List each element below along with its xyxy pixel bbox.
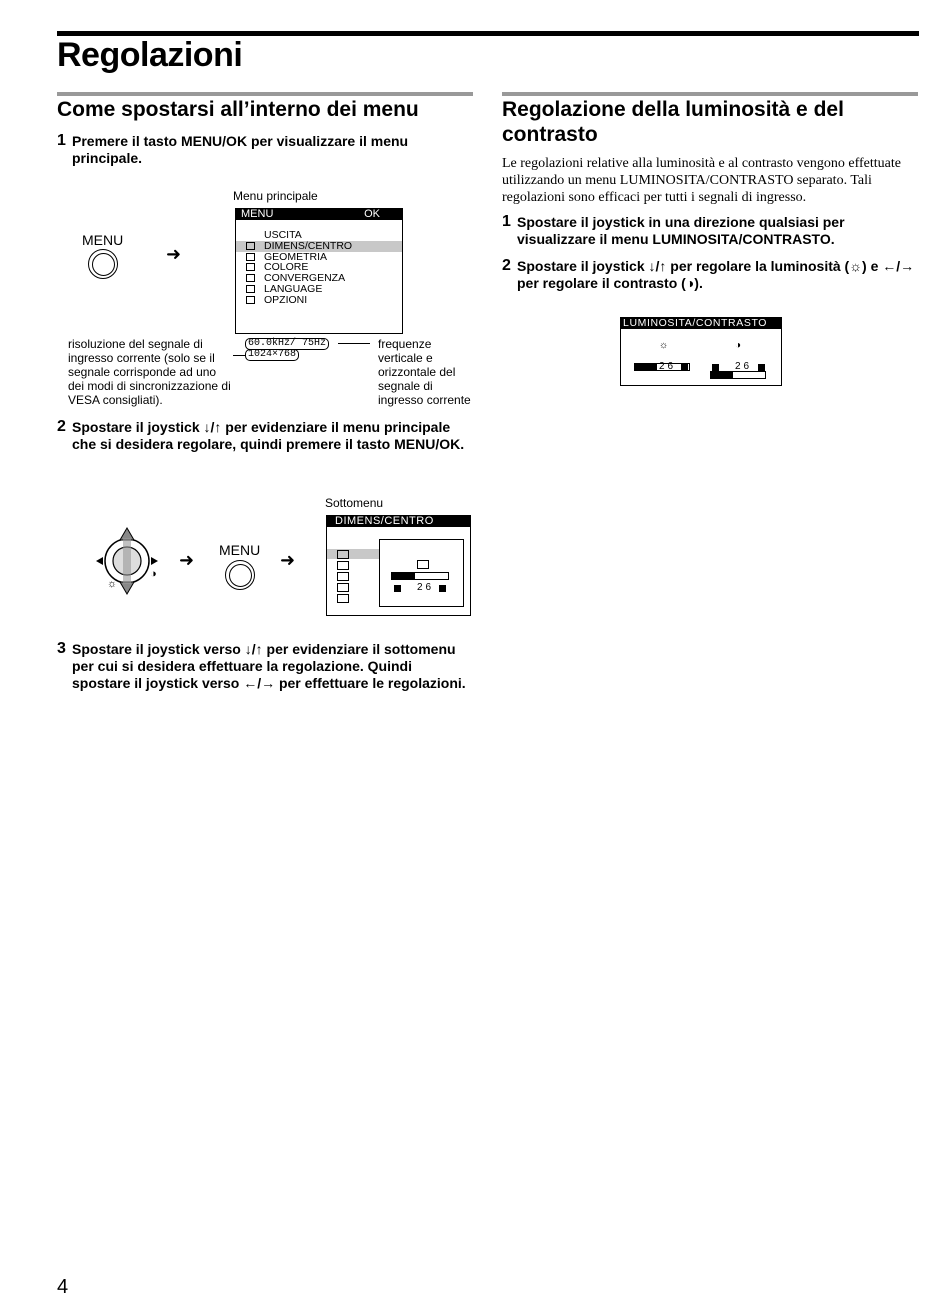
submenu-panel xyxy=(379,539,464,607)
options-icon xyxy=(246,296,255,304)
submenu-bar[interactable] xyxy=(391,572,449,580)
menu-item-opzioni[interactable]: OPZIONI xyxy=(236,295,402,306)
size-center-icon xyxy=(417,560,429,569)
freq-readout: 60.0kHz/ 75Hz xyxy=(245,338,329,350)
half-circle-icon: ◑ xyxy=(150,568,157,580)
contrast-value: 26 xyxy=(735,361,753,372)
convergence-icon xyxy=(246,274,255,282)
section-rule-right xyxy=(502,92,918,96)
brightness-increase-icon[interactable] xyxy=(681,364,688,371)
section-title-left: Come spostarsi all’interno dei menu xyxy=(57,98,419,121)
frequency-note: frequenze verticale e orizzontale del segnale di ingresso corrente xyxy=(378,337,471,407)
menu-item-uscita[interactable]: USCITA xyxy=(264,229,302,241)
color-icon xyxy=(246,263,255,271)
right-arrow-icon: ➜ xyxy=(166,244,182,264)
leader-line-right xyxy=(338,343,370,344)
leader-line-left xyxy=(233,355,245,356)
menu-button[interactable] xyxy=(88,249,118,279)
menu-item-language[interactable]: LANGUAGE xyxy=(236,284,402,295)
section-title-right: Regolazione della luminosità e del contrasto xyxy=(502,98,844,146)
size-center-icon[interactable] xyxy=(337,550,349,559)
sun-icon: ☼ xyxy=(107,578,118,590)
zoom-icon[interactable] xyxy=(337,594,349,603)
joystick-icon[interactable] xyxy=(92,526,162,596)
menu-item-geometria[interactable]: GEOMETRIA xyxy=(236,252,402,263)
decrease-icon[interactable] xyxy=(394,585,401,592)
osd-header: LUMINOSITA/CONTRASTO xyxy=(621,318,781,329)
brightness-decrease-icon[interactable] xyxy=(635,364,642,371)
submenu-osd xyxy=(326,515,471,616)
page-title: Regolazioni xyxy=(57,36,243,74)
increase-icon[interactable] xyxy=(439,585,446,592)
step-text: Premere il tasto MENU/OK per visualizzare il menu principale. xyxy=(72,133,409,166)
right-step-1: 1 Spostare il joystick in una direzione qualsiasi per visualizzare il menu LUMINOSITA/CONTRASTO. xyxy=(502,213,845,247)
left-step-1 xyxy=(57,133,467,167)
menu-item-convergenza[interactable]: CONVERGENZA xyxy=(236,273,402,284)
right-step-2: 2 Spostare il joystick ↓/↑ per regolare la luminosità (☼) e ←/→ per regolare il contrasto (◑). xyxy=(502,257,915,291)
intro-paragraph: Le regolazioni relative alla luminosità e al contrasto vengono effettuate utilizzando un menu LUMINOSITA/CONTRASTO separato. Tali regolazioni sono efficaci per tutti i segnali di ingresso. xyxy=(502,156,901,205)
menu-header: MENU OK xyxy=(236,209,402,220)
resolution-readout: 1024×768 xyxy=(245,349,299,361)
h-size-icon[interactable] xyxy=(337,572,349,581)
step-number: 1 xyxy=(57,132,66,149)
menu-button-2[interactable] xyxy=(225,560,255,590)
contrast-increase-icon[interactable] xyxy=(758,364,765,371)
size-center-icon xyxy=(246,242,255,250)
menu-item-dimens-centro[interactable]: DIMENS/CENTRO xyxy=(236,241,402,252)
page-number: 4 xyxy=(57,1276,69,1298)
left-step-3: 3 Spostare il joystick verso ↓/↑ per evidenziare il sottomenu per cui si desidera effettuare la regolazione. Quindi spostare il joystick verso ←/→ per effettuare le regolazioni. xyxy=(57,640,466,691)
main-menu-osd xyxy=(235,208,403,334)
language-icon xyxy=(246,285,255,293)
left-step-2: 2 Spostare il joystick ↓/↑ per evidenziare il menu principale che si desidera regolare, quindi premere il tasto MENU/OK. xyxy=(57,418,465,452)
brightness-contrast-osd xyxy=(620,317,782,386)
half-circle-icon: ◑ xyxy=(735,340,742,351)
v-size-icon[interactable] xyxy=(337,561,349,570)
geometry-icon xyxy=(246,253,255,261)
brightness-value: 26 xyxy=(659,361,677,372)
resolution-note: risoluzione del segnale di ingresso corrente (solo se il segnale corrisponde ad uno dei modi di sincronizzazione di VESA consigliati). xyxy=(68,337,231,407)
menu-button-label-2: MENU xyxy=(219,542,261,558)
menu-caption: Menu principale xyxy=(233,189,318,203)
submenu-caption: Sottomenu xyxy=(325,496,384,510)
section-rule-left xyxy=(57,92,473,96)
menu-item-colore[interactable]: COLORE xyxy=(236,262,402,273)
h-center-icon[interactable] xyxy=(337,583,349,592)
contrast-bar[interactable] xyxy=(710,371,766,379)
sun-icon: ☼ xyxy=(659,340,669,351)
contrast-decrease-icon[interactable] xyxy=(712,364,719,371)
submenu-highlight xyxy=(327,549,379,559)
menu-button-label: MENU xyxy=(82,232,124,248)
submenu-value: 26 xyxy=(417,582,435,593)
submenu-header: DIMENS/CENTRO xyxy=(327,516,470,527)
right-arrow-icon: ➜ xyxy=(179,550,195,570)
right-arrow-icon: ➜ xyxy=(280,550,296,570)
